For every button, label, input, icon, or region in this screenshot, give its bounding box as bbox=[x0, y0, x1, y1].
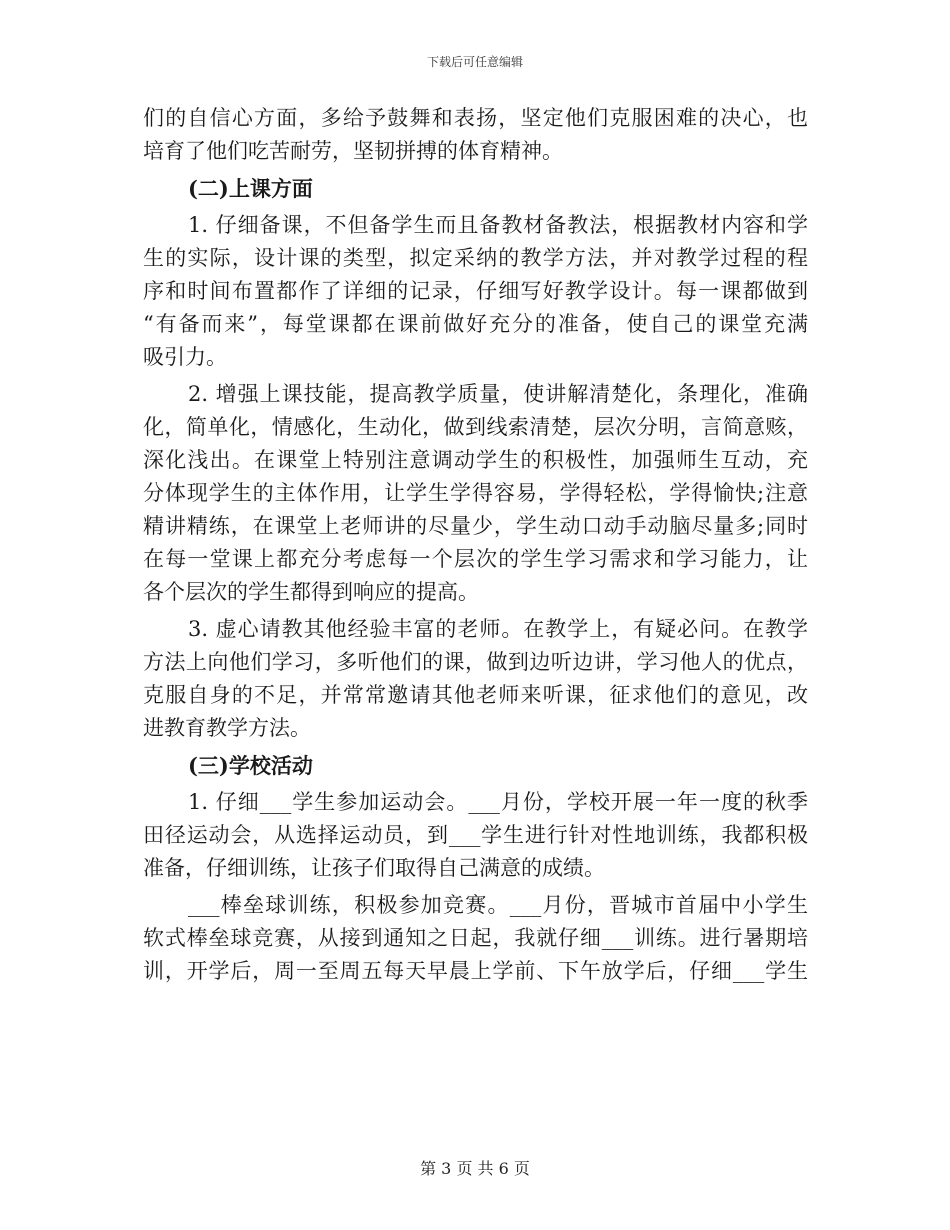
text-line: 1. 仔细___学生参加运动会。___月份，学校开展一年一度的秋季 bbox=[188, 790, 808, 814]
text-line: 进教育教学方法。 bbox=[143, 716, 311, 740]
document-body bbox=[143, 102, 808, 988]
text-line: 化，简单化，情感化，生动化，做到线索清楚，层次分明，言简意赅， bbox=[143, 415, 808, 439]
text-line: “有备而来”，每堂课都在课前做好充分的准备，使自己的课堂充满 bbox=[143, 312, 808, 336]
page-header: 下载后可任意编辑 bbox=[426, 55, 523, 69]
text-line: 1. 仔细备课，不但备学生而且备教材备教法，根据教材内容和学 bbox=[188, 213, 808, 237]
text-line: 们的自信心方面，多给予鼓舞和表扬，坚定他们克服困难的决心，也 bbox=[143, 106, 808, 130]
text-line: 精讲精练，在课堂上老师讲的尽量少，学生动口动手动脑尽量多;同时 bbox=[143, 514, 808, 538]
paragraph bbox=[143, 209, 808, 374]
text-line: 3. 虚心请教其他经验丰富的老师。在教学上，有疑必问。在教学 bbox=[188, 617, 808, 641]
text-line: 克服自身的不足，并常常邀请其他老师来听课，征求他们的意见，改 bbox=[143, 683, 808, 707]
section-heading bbox=[143, 749, 808, 782]
text-line: 软式棒垒球竞赛，从接到通知之日起，我就仔细___训练。进行暑期培 bbox=[143, 926, 808, 950]
text-line: 分体现学生的主体作用，让学生学得容易，学得轻松，学得愉快;注意 bbox=[143, 481, 808, 505]
text-line: 田径运动会，从选择运动员，到___学生进行针对性地训练，我都积极 bbox=[143, 823, 808, 847]
text-line: 生的实际，设计课的类型，拟定采纳的教学方法，并对教学过程的程 bbox=[143, 246, 808, 270]
text-line: ___棒垒球训练，积极参加竞赛。___月份，晋城市首届中小学生 bbox=[188, 893, 808, 917]
text-line: 2. 增强上课技能，提高教学质量，使讲解清楚化，条理化，准确 bbox=[188, 382, 808, 406]
text-line: 在每一堂课上都充分考虑每一个层次的学生学习需求和学习能力，让 bbox=[143, 547, 808, 571]
section-heading bbox=[143, 172, 808, 205]
heading-text: (二)上课方面 bbox=[188, 176, 313, 201]
text-line: 深化浅出。在课堂上特别注意调动学生的积极性，加强师生互动，充 bbox=[143, 448, 808, 472]
paragraph bbox=[143, 889, 808, 988]
paragraph bbox=[143, 378, 808, 609]
text-line: 训，开学后，周一至周五每天早晨上学前、下午放学后，仔细___学生 bbox=[143, 959, 808, 983]
page-footer: 第 3 页 共 6 页 bbox=[420, 1159, 530, 1178]
paragraph bbox=[143, 613, 808, 745]
heading-text: (三)学校活动 bbox=[188, 753, 313, 778]
text-line: 准备，仔细训练，让孩子们取得自己满意的成绩。 bbox=[143, 856, 605, 880]
paragraph bbox=[143, 102, 808, 168]
text-line: 各个层次的学生都得到响应的提高。 bbox=[143, 580, 479, 604]
text-line: 方法上向他们学习，多听他们的课，做到边听边讲，学习他人的优点， bbox=[143, 650, 808, 674]
text-line: 序和时间布置都作了详细的记录，仔细写好教学设计。每一课都做到 bbox=[143, 279, 808, 303]
text-line: 吸引力。 bbox=[143, 345, 227, 369]
text-line: 培育了他们吃苦耐劳，坚韧拼搏的体育精神。 bbox=[143, 139, 563, 163]
paragraph bbox=[143, 786, 808, 885]
